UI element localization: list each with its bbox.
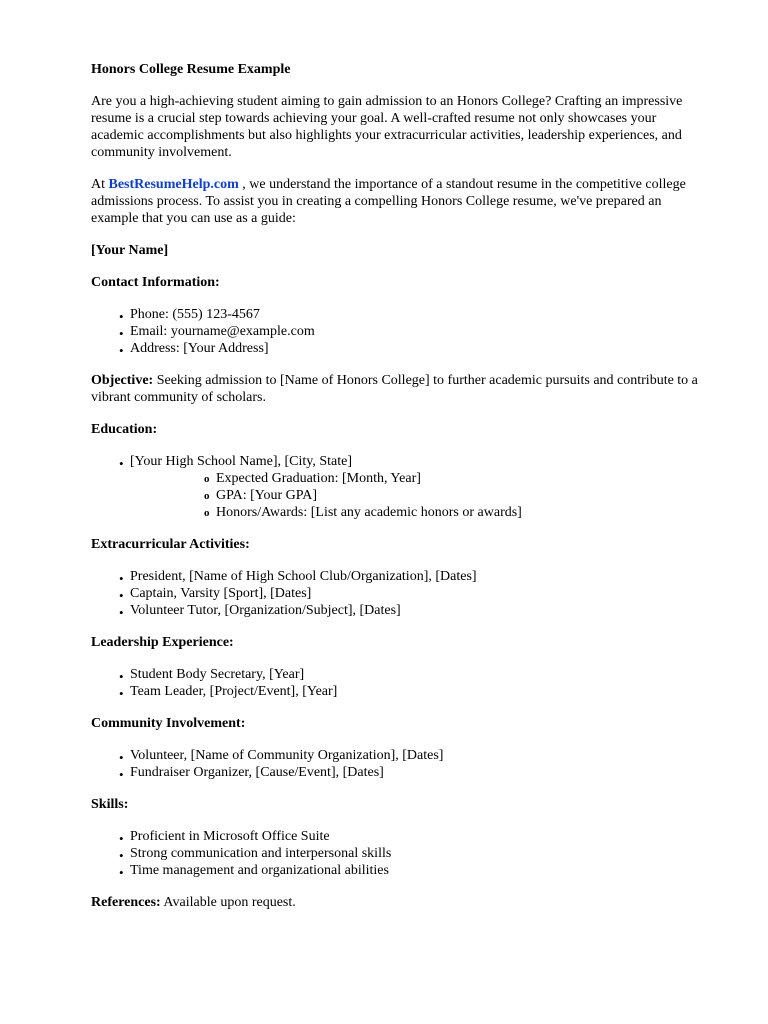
leadership-list <box>91 666 708 700</box>
list-item: • Student Body Secretary, [Year] <box>91 666 708 683</box>
list-item: • Phone: (555) 123-4567 <box>91 306 708 323</box>
skills-list <box>91 828 708 879</box>
list-item: • Email: yourname@example.com <box>91 323 708 340</box>
list-item: • President, [Name of High School Club/Organization], [Dates] <box>91 568 708 585</box>
site-prefix: At <box>91 177 105 192</box>
community-list <box>91 747 708 781</box>
leadership-heading: Leadership Experience: <box>91 635 234 650</box>
name-placeholder: [Your Name] <box>91 243 169 258</box>
objective-paragraph <box>91 372 708 406</box>
list-item: • Volunteer, [Name of Community Organization], [Dates] <box>91 747 708 764</box>
references-label: References: <box>91 895 161 910</box>
intro-paragraph: Are you a high-achieving student aiming to gain admission to an Honors College? Crafting an impressive resume is a crucial step towards achieving your goal. A well-crafted resume not only showcases your academic accomplishments but also highlights your extracurricular activities, leadership experiences, and community involvement. <box>91 94 683 160</box>
education-list <box>91 453 708 521</box>
sub-list-item: o Honors/Awards: [List any academic honors or awards] <box>130 504 708 521</box>
objective-label: Objective: <box>91 373 154 388</box>
list-item: • Strong communication and interpersonal skills <box>91 845 708 862</box>
sub-list-item: o Expected Graduation: [Month, Year] <box>130 470 708 487</box>
list-item <box>91 453 708 521</box>
bestresumehelp-link[interactable]: BestResumeHelp.com <box>108 177 239 192</box>
extracurricular-heading: Extracurricular Activities: <box>91 537 250 552</box>
list-item: • Team Leader, [Project/Event], [Year] <box>91 683 708 700</box>
list-item: • Captain, Varsity [Sport], [Dates] <box>91 585 708 602</box>
list-item: • Address: [Your Address] <box>91 340 708 357</box>
list-item: • Fundraiser Organizer, [Cause/Event], [Dates] <box>91 764 708 781</box>
sub-list-item: o GPA: [Your GPA] <box>130 487 708 504</box>
document-title: Honors College Resume Example <box>91 62 291 77</box>
skills-heading: Skills: <box>91 797 129 812</box>
education-heading: Education: <box>91 422 158 437</box>
site-text: , we understand the importance of a standout resume in the competitive college admissions process. To assist you in creating a compelling Honors College resume, we've prepared an example that you can use as a guide: <box>91 177 686 226</box>
contact-heading: Contact Information: <box>91 275 220 290</box>
list-item: • Volunteer Tutor, [Organization/Subject], [Dates] <box>91 602 708 619</box>
community-heading: Community Involvement: <box>91 716 246 731</box>
education-sub-list <box>130 470 708 521</box>
references-text: Available upon request. <box>160 895 296 910</box>
list-item: • Proficient in Microsoft Office Suite <box>91 828 708 845</box>
contact-list <box>91 306 708 357</box>
list-item: • Time management and organizational abilities <box>91 862 708 879</box>
school-name: [Your High School Name], [City, State] <box>130 454 353 469</box>
extracurricular-list <box>91 568 708 619</box>
site-paragraph <box>91 176 708 227</box>
references-paragraph <box>91 894 708 911</box>
objective-text: Seeking admission to [Name of Honors College] to further academic pursuits and contribute to a vibrant community of scholars. <box>91 373 698 405</box>
